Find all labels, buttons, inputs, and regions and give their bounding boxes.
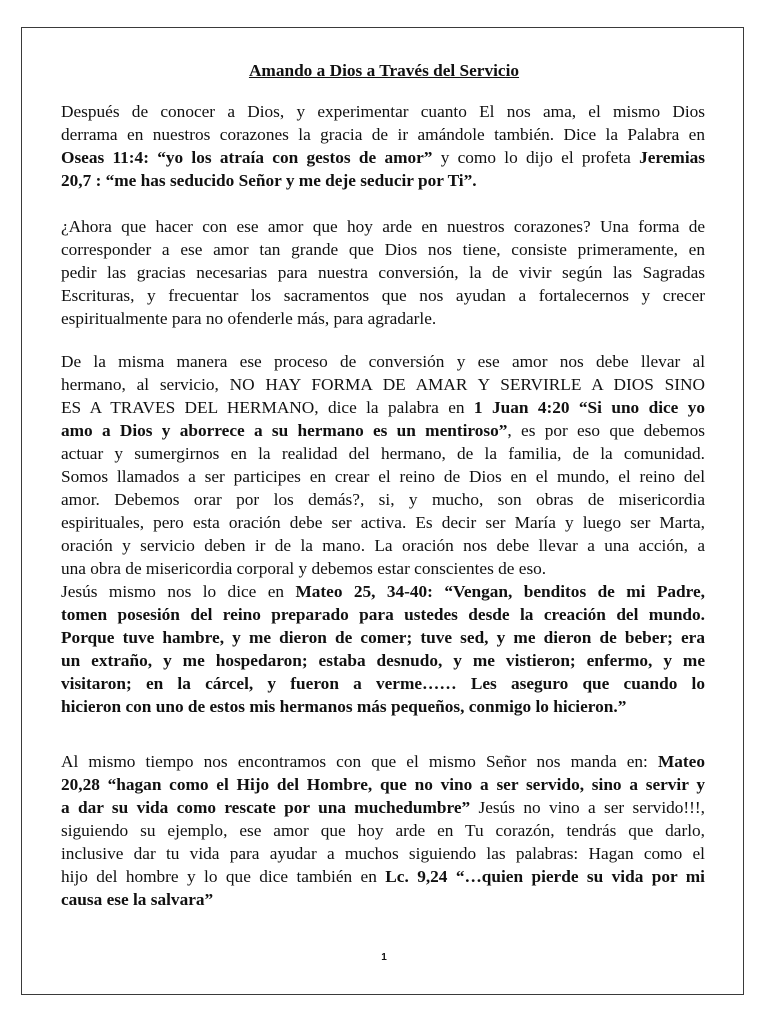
text-line	[61, 511, 705, 534]
text-line	[61, 649, 705, 672]
text-run: ¿Ahora que hacer con ese amor que hoy arde en nuestros corazones? Una forma de	[61, 217, 705, 236]
text-line	[61, 169, 705, 192]
text-run: Somos llamados a ser participes en crear el reino de Dios en el mundo, el reino del	[61, 467, 705, 486]
bold-text-run: Jeremias	[639, 148, 705, 167]
text-line	[61, 488, 705, 511]
text-run: De la misma manera ese proceso de conversión y ese amor nos debe llevar al	[61, 352, 705, 371]
text-line	[61, 465, 705, 488]
bold-text-run: amo a Dios y aborrece a su hermano es un mentiroso”	[61, 421, 508, 440]
text-line	[61, 373, 705, 396]
text-run: derrama en nuestros corazones la gracia de ir amándole también. Dice la Palabra en	[61, 125, 705, 144]
text-run: ES A TRAVES DEL HERMANO, dice la palabra en	[61, 398, 474, 417]
text-run: hijo del hombre y lo que dice también en	[61, 867, 386, 886]
text-line	[61, 123, 705, 146]
text-line	[61, 442, 705, 465]
text-line	[61, 672, 705, 695]
bold-text-run: Mateo	[657, 752, 705, 771]
text-run: espirituales, pero esta oración debe ser activa. Es decir ser María y luego ser Marta,	[61, 513, 705, 532]
text-run: oración y servicio deben ir de la mano. La oración nos debe llevar a una acción, a	[61, 536, 705, 555]
text-line	[61, 350, 705, 373]
bold-text-run: visitaron; en la cárcel, y fueron a verme…… Les aseguro que cuando lo	[61, 674, 705, 693]
text-run: actuar y sumergirnos en la realidad del hermano, de la familia, de la comunidad.	[61, 444, 705, 463]
text-line	[61, 819, 705, 842]
text-run: espiritualmente para no ofenderle más, para agradarle.	[61, 309, 437, 328]
bold-text-run: tomen posesión del reino preparado para ustedes desde la creación del mundo.	[61, 605, 705, 624]
bold-text-run: causa ese la salvara”	[61, 890, 214, 909]
text-line	[61, 603, 705, 626]
text-run: Escrituras, y frecuentar los sacramentos que nos ayudan a fortalecernos y crecer	[61, 286, 705, 305]
bold-text-run: 20,7 : “me has seducido Señor y me deje seducir por Ti”.	[61, 171, 477, 190]
text-line	[61, 796, 705, 819]
text-run: Al mismo tiempo nos encontramos con que el mismo Señor nos manda en:	[61, 752, 658, 771]
text-run: corresponder a ese amor tan grande que Dios nos tiene, consiste primeramente, en	[61, 240, 705, 259]
text-line	[61, 773, 705, 796]
page-number: 1	[381, 952, 387, 963]
bold-text-run: hicieron con uno de estos mis hermanos más pequeños, conmigo lo hicieron.”	[61, 697, 627, 716]
bold-text-run: Porque tuve hambre, y me dieron de comer; tuve sed, y me dieron de beber; era	[61, 628, 705, 647]
text-run: una obra de misericordia corporal y debemos estar conscientes de eso.	[61, 559, 547, 578]
text-run: siguiendo su ejemplo, ese amor que hoy arde en Tu corazón, tendrás que darlo,	[61, 821, 705, 840]
text-line	[61, 100, 705, 123]
text-run: y como lo dijo el profeta	[432, 148, 640, 167]
text-line	[61, 580, 705, 603]
text-line	[61, 215, 705, 238]
bold-text-run: 1 Juan 4:20 “Si uno dice yo	[473, 398, 705, 417]
text-run: , es por eso que debemos	[507, 421, 705, 440]
text-run: amor. Debemos orar por los demás?, si, y mucho, son obras de misericordia	[61, 490, 705, 509]
text-line	[61, 695, 705, 718]
text-line	[61, 888, 705, 911]
text-run: Después de conocer a Dios, y experimentar cuanto El nos ama, el mismo Dios	[61, 102, 705, 121]
text-line	[61, 307, 705, 330]
bold-text-run: un extraño, y me hospedaron; estaba desnudo, y me vistieron; enfermo, y me	[61, 651, 705, 670]
bold-text-run: Lc. 9,24 “…quien pierde su vida por mi	[385, 867, 705, 886]
text-line	[61, 396, 705, 419]
text-line	[61, 842, 705, 865]
text-line	[61, 626, 705, 649]
text-run: Jesús mismo nos lo dice en	[61, 582, 296, 601]
bold-text-run: a dar su vida como rescate por una muchedumbre”	[61, 798, 471, 817]
text-line	[61, 419, 705, 442]
text-run: Jesús no vino a ser servido!!!,	[470, 798, 705, 817]
text-line	[61, 238, 705, 261]
text-line	[61, 750, 705, 773]
bold-text-run: 20,28 “hagan como el Hijo del Hombre, que no vino a ser servido, sino a servir y	[61, 775, 705, 794]
bold-text-run: Oseas 11:4: “yo los atraía con gestos de amor”	[61, 148, 433, 167]
text-run: inclusive dar tu vida para ayudar a muchos siguiendo las palabras: Hagan como el	[61, 844, 705, 863]
text-run: pedir las gracias necesarias para nuestra conversión, la de vivir según las Sagradas	[61, 263, 705, 282]
document-title: Amando a Dios a Través del Servicio	[248, 61, 520, 80]
text-line	[61, 865, 705, 888]
text-line	[61, 284, 705, 307]
text-line	[61, 146, 705, 169]
text-line	[61, 261, 705, 284]
text-run: hermano, al servicio, NO HAY FORMA DE AMAR Y SERVIRLE A DIOS SINO	[61, 375, 705, 394]
text-line	[61, 534, 705, 557]
bold-text-run: Mateo 25, 34-40: “Vengan, benditos de mi Padre,	[295, 582, 705, 601]
text-line	[61, 557, 705, 580]
